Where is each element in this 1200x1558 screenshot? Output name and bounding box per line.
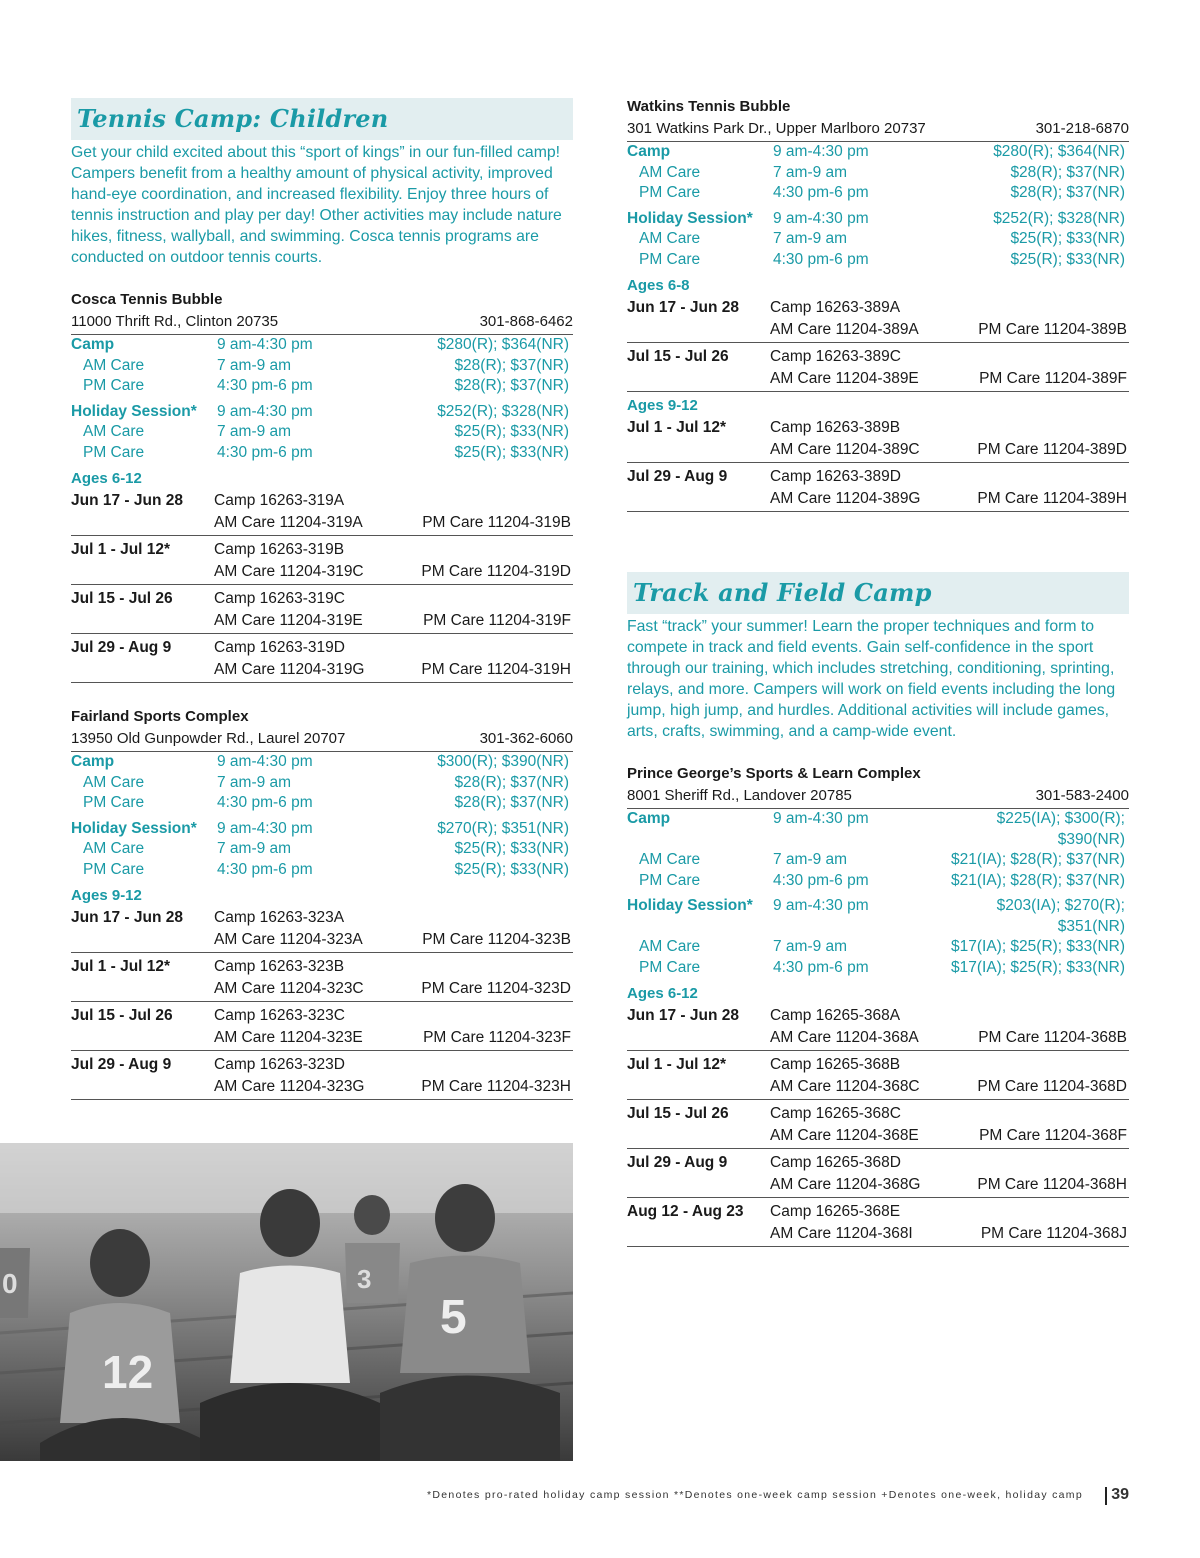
session-list: [71, 490, 573, 683]
session-spacer: [627, 1125, 770, 1147]
session-camp-code: Camp 16265-368B: [770, 1056, 901, 1073]
session-row: [71, 1054, 573, 1100]
session-spacer: [71, 659, 214, 681]
session-pm-code: PM Care 11204-319H: [421, 661, 571, 678]
session-row: [71, 490, 573, 536]
session-line-care: [71, 1076, 573, 1098]
price-time: 9 am-4:30 pm: [217, 402, 313, 420]
session-row: [71, 956, 573, 1002]
price-label: Camp: [71, 753, 115, 770]
session-line-camp: [71, 907, 573, 929]
price-label: Holiday Session*: [71, 402, 197, 420]
price-fee: $25(R); $33(NR): [454, 423, 569, 440]
price-time: 4:30 pm-6 pm: [773, 184, 869, 201]
price-time: 9 am-4:30 pm: [773, 810, 869, 827]
session-line-camp: [71, 637, 573, 659]
session-row: [627, 466, 1129, 512]
footer-divider: [1105, 1487, 1107, 1505]
session-pm-code: PM Care 11204-368J: [980, 1225, 1127, 1242]
session-pm-code: PM Care 11204-319D: [421, 563, 571, 580]
session-spacer: [71, 1076, 214, 1098]
location-phone: 301-583-2400: [1035, 787, 1129, 804]
price-label: AM Care: [639, 230, 701, 247]
session-line-camp: [627, 1005, 1129, 1027]
session-dates: Jun 17 - Jun 28: [71, 492, 183, 509]
page-footer: [0, 1487, 1200, 1507]
session-line-camp: [627, 1054, 1129, 1076]
price-label: PM Care: [639, 250, 701, 268]
session-am-code: AM Care 11204-389C: [770, 441, 920, 458]
session-line-camp: [627, 1103, 1129, 1125]
session-camp-code: Camp 16265-368A: [770, 1007, 901, 1024]
session-dates: Jul 1 - Jul 12*: [627, 419, 727, 436]
session-camp-code: Camp 16263-323B: [214, 958, 345, 975]
price-row: [71, 752, 573, 773]
session-list: [71, 907, 573, 1100]
session-line-camp: [71, 1005, 573, 1027]
location-address-line: [71, 311, 573, 335]
session-spacer: [627, 1076, 770, 1098]
tennis-section-title-band: [71, 98, 573, 140]
price-fee: $17(IA); $25(R); $33(NR): [950, 938, 1125, 955]
price-label: Holiday Session*: [71, 819, 197, 837]
left-column: [71, 98, 573, 1103]
session-spacer: [71, 929, 214, 951]
session-line-care: [627, 439, 1129, 461]
session-line-care: [627, 368, 1129, 390]
session-am-code: AM Care 11204-319A: [214, 514, 363, 531]
session-row: [71, 637, 573, 683]
location-phone: 301-868-6462: [479, 313, 573, 330]
session-row: [71, 539, 573, 585]
price-fee: $25(R); $33(NR): [454, 860, 569, 878]
right-column: [627, 96, 1129, 1250]
price-time: 7 am-9 am: [217, 423, 292, 440]
price-row: [71, 839, 573, 860]
price-time: 4:30 pm-6 pm: [217, 794, 313, 811]
session-spacer: [627, 368, 770, 390]
session-pm-code: PM Care 11204-323H: [421, 1078, 571, 1095]
session-dates: Jul 29 - Aug 9: [627, 468, 728, 485]
price-row: [627, 229, 1129, 250]
tennis-section-title: Tennis Camp: Children: [77, 104, 389, 133]
price-fee: $21(IA); $28(R); $37(NR): [950, 851, 1125, 868]
session-pm-code: PM Care 11204-389H: [977, 490, 1127, 507]
age-group: Ages 9-12: [71, 887, 142, 904]
price-row: [627, 209, 1129, 230]
session-pm-code: PM Care 11204-368H: [977, 1176, 1127, 1193]
price-label: PM Care: [83, 377, 145, 394]
price-table: [71, 752, 573, 880]
session-am-code: AM Care 11204-368G: [770, 1176, 921, 1193]
price-time: 7 am-9 am: [217, 840, 292, 857]
session-spacer: [627, 1027, 770, 1049]
price-row: [627, 958, 1129, 979]
jersey-number: 12: [102, 1346, 154, 1398]
price-time: 7 am-9 am: [773, 163, 848, 181]
session-camp-code: Camp 16263-389C: [770, 348, 901, 365]
session-pm-code: PM Care 11204-319F: [423, 612, 571, 629]
session-spacer: [627, 1223, 770, 1245]
session-dates: Jun 17 - Jun 28: [627, 1007, 739, 1024]
session-camp-code: Camp 16263-389D: [770, 468, 901, 485]
session-camp-code: Camp 16263-319A: [214, 492, 345, 509]
session-list: [627, 297, 1129, 392]
jersey-number: 5: [440, 1291, 467, 1344]
session-line-camp: [71, 1054, 573, 1076]
location-name: Prince George’s Sports & Learn Complex: [627, 765, 921, 782]
price-row: [627, 850, 1129, 871]
price-table: [71, 335, 573, 463]
session-line-care: [71, 929, 573, 951]
session-row: [627, 297, 1129, 343]
session-line-camp: [71, 956, 573, 978]
session-list: [627, 417, 1129, 512]
session-dates: Aug 12 - Aug 23: [627, 1203, 744, 1220]
price-time: 9 am-4:30 pm: [217, 753, 313, 770]
session-am-code: AM Care 11204-389G: [770, 490, 921, 507]
price-fee: $28(R); $37(NR): [454, 356, 569, 374]
price-row: [627, 163, 1129, 184]
price-row: [71, 356, 573, 377]
price-row: [627, 250, 1129, 271]
price-row: [71, 773, 573, 794]
location-phone: 301-218-6870: [1035, 120, 1129, 137]
page-number: 39: [1111, 1486, 1129, 1503]
session-dates: Jun 17 - Jun 28: [627, 299, 739, 316]
session-am-code: AM Care 11204-323C: [214, 980, 364, 997]
session-camp-code: Camp 16263-319D: [214, 639, 345, 656]
price-label: Holiday Session*: [627, 897, 753, 914]
session-line-camp: [627, 346, 1129, 368]
track-intro: Fast “track” your summer! Learn the proper techniques and form to compete in track and field events. Gain self-confidence in the sport through our training, which includes stretching, conditioning, sprinting, relays, and more. Campers will work on field events including the long jump, high jump, and hurdles. Additional activities will include games, arts, crafts, swimming, and a camp-wide event.: [627, 618, 1116, 740]
session-spacer: [71, 978, 214, 1000]
footer-notes: *Denotes pro-rated holiday camp session **Denotes one-week camp session +Denotes one-week, holiday camp: [427, 1489, 1083, 1501]
price-time: 7 am-9 am: [773, 230, 848, 247]
session-pm-code: PM Care 11204-389B: [978, 321, 1127, 338]
price-row: [627, 183, 1129, 204]
session-row: [71, 907, 573, 953]
price-fee: $28(R); $37(NR): [454, 377, 569, 394]
session-line-camp: [627, 466, 1129, 488]
location-watkins: [627, 96, 1129, 512]
session-pm-code: PM Care 11204-389F: [979, 370, 1127, 387]
camper-figure: [0, 1248, 30, 1318]
price-time: 9 am-4:30 pm: [217, 819, 313, 837]
price-label: PM Care: [83, 443, 145, 461]
session-am-code: AM Care 11204-323E: [214, 1029, 363, 1046]
session-dates: Jul 29 - Aug 9: [627, 1154, 728, 1171]
session-am-code: AM Care 11204-368I: [770, 1225, 913, 1242]
session-row: [71, 1005, 573, 1051]
price-table: [627, 142, 1129, 270]
session-am-code: AM Care 11204-368A: [770, 1029, 919, 1046]
price-fee: $28(R); $37(NR): [454, 794, 569, 811]
price-label: PM Care: [83, 794, 145, 811]
price-time: 4:30 pm-6 pm: [217, 377, 313, 394]
price-time: 9 am-4:30 pm: [773, 897, 869, 914]
session-pm-code: PM Care 11204-389D: [977, 441, 1127, 458]
session-am-code: AM Care 11204-319G: [214, 661, 365, 678]
price-row: [627, 937, 1129, 958]
session-am-code: AM Care 11204-389E: [770, 370, 919, 387]
price-row: [627, 896, 1129, 937]
price-row: [71, 860, 573, 881]
price-fee: $28(R); $37(NR): [454, 773, 569, 791]
tennis-intro: Get your child excited about this “sport of kings” in our fun-filled camp! Campers benefit from a healthy amount of physical activity, improved hand-eye coordination, and increased flexibility. Enjoy three hours of tennis instruction and play per day! Other activities may include nature hikes, fitness, wallyball, and swimming. Cosca tennis programs are conducted on outdoor tennis courts.: [71, 144, 562, 266]
price-time: 4:30 pm-6 pm: [773, 250, 869, 268]
jersey-number: 0: [2, 1268, 18, 1299]
price-row: [71, 422, 573, 443]
session-camp-code: Camp 16263-319C: [214, 590, 345, 607]
session-pm-code: PM Care 11204-323F: [423, 1029, 571, 1046]
session-line-care: [71, 978, 573, 1000]
age-group: Ages 6-12: [627, 985, 698, 1002]
session-pm-code: PM Care 11204-368D: [977, 1078, 1127, 1095]
price-label: Camp: [71, 336, 115, 353]
session-row: [627, 1005, 1129, 1051]
session-dates: Jul 15 - Jul 26: [627, 1105, 729, 1122]
session-row: [71, 588, 573, 634]
session-dates: Jul 29 - Aug 9: [71, 1056, 172, 1073]
session-camp-code: Camp 16265-368D: [770, 1154, 901, 1171]
location-prince-georges: [627, 763, 1129, 1247]
price-label: PM Care: [639, 958, 701, 976]
session-line-care: [71, 512, 573, 534]
session-line-care: [627, 1223, 1129, 1245]
age-group: Ages 6-8: [627, 277, 690, 294]
price-row: [627, 142, 1129, 163]
price-time: 4:30 pm-6 pm: [217, 860, 313, 878]
session-line-camp: [71, 539, 573, 561]
price-fee: $25(R); $33(NR): [1010, 250, 1125, 268]
session-pm-code: PM Care 11204-323B: [422, 931, 571, 948]
session-dates: Jul 15 - Jul 26: [627, 348, 729, 365]
session-pm-code: PM Care 11204-319B: [422, 514, 571, 531]
price-label: AM Care: [83, 423, 145, 440]
session-spacer: [71, 610, 214, 632]
session-am-code: AM Care 11204-323G: [214, 1078, 365, 1095]
price-fee: $25(R); $33(NR): [454, 443, 569, 461]
location-address: 301 Watkins Park Dr., Upper Marlboro 20737: [627, 120, 926, 137]
price-time: 4:30 pm-6 pm: [217, 443, 313, 461]
price-fee: $270(R); $351(NR): [437, 819, 569, 837]
session-line-camp: [627, 297, 1129, 319]
session-am-code: AM Care 11204-319E: [214, 612, 363, 629]
session-am-code: AM Care 11204-319C: [214, 563, 364, 580]
price-table: [627, 809, 1129, 978]
session-camp-code: Camp 16263-323A: [214, 909, 345, 926]
price-fee: $252(R); $328(NR): [993, 209, 1125, 227]
price-time: 7 am-9 am: [217, 356, 292, 374]
session-spacer: [627, 319, 770, 341]
price-fee: $225(IA); $300(R); $390(NR): [996, 810, 1125, 848]
session-am-code: AM Care 11204-323A: [214, 931, 363, 948]
session-camp-code: Camp 16265-368C: [770, 1105, 901, 1122]
session-camp-code: Camp 16265-368E: [770, 1203, 901, 1220]
price-label: PM Care: [83, 860, 145, 878]
price-fee: $21(IA); $28(R); $37(NR): [950, 871, 1125, 889]
price-label: PM Care: [639, 184, 701, 201]
session-am-code: AM Care 11204-368E: [770, 1127, 919, 1144]
session-dates: Jul 15 - Jul 26: [71, 590, 173, 607]
session-line-camp: [71, 588, 573, 610]
price-fee: $280(R); $364(NR): [437, 336, 569, 353]
jersey-number: 3: [357, 1264, 372, 1294]
price-fee: $300(R); $390(NR): [437, 753, 569, 770]
session-line-care: [627, 1027, 1129, 1049]
price-label: AM Care: [639, 938, 701, 955]
session-row: [627, 1103, 1129, 1149]
price-row: [71, 402, 573, 423]
session-camp-code: Camp 16263-323C: [214, 1007, 345, 1024]
track-section-title: Track and Field Camp: [633, 578, 932, 607]
session-line-camp: [627, 1201, 1129, 1223]
session-row: [627, 1201, 1129, 1247]
location-address-line: [627, 785, 1129, 809]
age-group: Ages 6-12: [71, 470, 142, 487]
session-line-care: [71, 659, 573, 681]
session-dates: Jul 1 - Jul 12*: [627, 1056, 727, 1073]
session-line-care: [627, 319, 1129, 341]
track-section-title-band: [627, 572, 1129, 614]
session-line-camp: [627, 1152, 1129, 1174]
session-line-care: [627, 1076, 1129, 1098]
session-spacer: [627, 1174, 770, 1196]
price-label: AM Care: [639, 851, 701, 868]
location-address: 8001 Sheriff Rd., Landover 20785: [627, 787, 852, 804]
age-group: Ages 9-12: [627, 397, 698, 414]
session-line-camp: [71, 490, 573, 512]
price-label: Camp: [627, 143, 671, 160]
price-fee: $28(R); $37(NR): [1010, 163, 1125, 181]
session-row: [627, 1152, 1129, 1198]
session-pm-code: PM Care 11204-368B: [978, 1029, 1127, 1046]
price-row: [71, 443, 573, 464]
session-spacer: [627, 439, 770, 461]
session-line-camp: [627, 417, 1129, 439]
price-row: [71, 819, 573, 840]
price-label: Camp: [627, 810, 671, 827]
session-dates: Jul 1 - Jul 12*: [71, 541, 171, 558]
location-fairland: [71, 706, 573, 1100]
session-line-care: [627, 488, 1129, 510]
price-fee: $28(R); $37(NR): [1010, 184, 1125, 201]
session-camp-code: Camp 16263-319B: [214, 541, 345, 558]
price-time: 4:30 pm-6 pm: [773, 871, 869, 889]
session-pm-code: PM Care 11204-368F: [979, 1127, 1127, 1144]
price-time: 4:30 pm-6 pm: [773, 958, 869, 976]
session-spacer: [71, 561, 214, 583]
price-label: AM Care: [639, 163, 701, 181]
location-name: Watkins Tennis Bubble: [627, 98, 791, 115]
price-time: 7 am-9 am: [217, 773, 292, 791]
session-spacer: [71, 1027, 214, 1049]
session-line-care: [627, 1174, 1129, 1196]
location-phone: 301-362-6060: [479, 730, 573, 747]
price-fee: $25(R); $33(NR): [1010, 230, 1125, 247]
price-time: 7 am-9 am: [773, 851, 848, 868]
session-line-care: [627, 1125, 1129, 1147]
price-label: Holiday Session*: [627, 209, 753, 227]
session-row: [627, 417, 1129, 463]
session-camp-code: Camp 16263-389A: [770, 299, 901, 316]
session-list: [627, 1005, 1129, 1247]
price-label: PM Care: [639, 871, 701, 889]
price-label: AM Care: [83, 773, 145, 791]
price-label: AM Care: [83, 840, 145, 857]
price-fee: $203(IA); $270(R); $351(NR): [996, 897, 1125, 935]
price-fee: $280(R); $364(NR): [993, 143, 1125, 160]
price-label: AM Care: [83, 356, 145, 374]
session-row: [627, 1054, 1129, 1100]
session-camp-code: Camp 16263-323D: [214, 1056, 345, 1073]
session-camp-code: Camp 16263-389B: [770, 419, 901, 436]
price-row: [71, 335, 573, 356]
price-row: [627, 809, 1129, 850]
session-dates: Jul 1 - Jul 12*: [71, 958, 171, 975]
location-cosca: [71, 289, 573, 683]
price-row: [71, 793, 573, 814]
session-dates: Jun 17 - Jun 28: [71, 909, 183, 926]
location-address: 11000 Thrift Rd., Clinton 20735: [71, 313, 279, 330]
price-time: 9 am-4:30 pm: [773, 143, 869, 160]
photo-illustration: [0, 1143, 573, 1461]
location-address: 13950 Old Gunpowder Rd., Laurel 20707: [71, 730, 346, 747]
price-fee: $25(R); $33(NR): [454, 840, 569, 857]
session-line-care: [71, 561, 573, 583]
location-name: Cosca Tennis Bubble: [71, 291, 223, 308]
session-am-code: AM Care 11204-389A: [770, 321, 919, 338]
price-time: 9 am-4:30 pm: [773, 209, 869, 227]
session-spacer: [71, 512, 214, 534]
session-pm-code: PM Care 11204-323D: [421, 980, 571, 997]
session-am-code: AM Care 11204-368C: [770, 1078, 920, 1095]
price-time: 9 am-4:30 pm: [217, 336, 313, 353]
session-line-care: [71, 610, 573, 632]
price-fee: $17(IA); $25(R); $33(NR): [950, 958, 1125, 976]
session-spacer: [627, 488, 770, 510]
location-address-line: [627, 118, 1129, 142]
price-row: [71, 376, 573, 397]
location-name: Fairland Sports Complex: [71, 708, 249, 725]
session-row: [627, 346, 1129, 392]
price-fee: $252(R); $328(NR): [437, 402, 569, 420]
session-line-care: [71, 1027, 573, 1049]
price-time: 7 am-9 am: [773, 938, 848, 955]
location-address-line: [71, 728, 573, 752]
campers-stretching-photo: [0, 1143, 573, 1461]
price-row: [627, 871, 1129, 892]
session-dates: Jul 15 - Jul 26: [71, 1007, 173, 1024]
session-dates: Jul 29 - Aug 9: [71, 639, 172, 656]
